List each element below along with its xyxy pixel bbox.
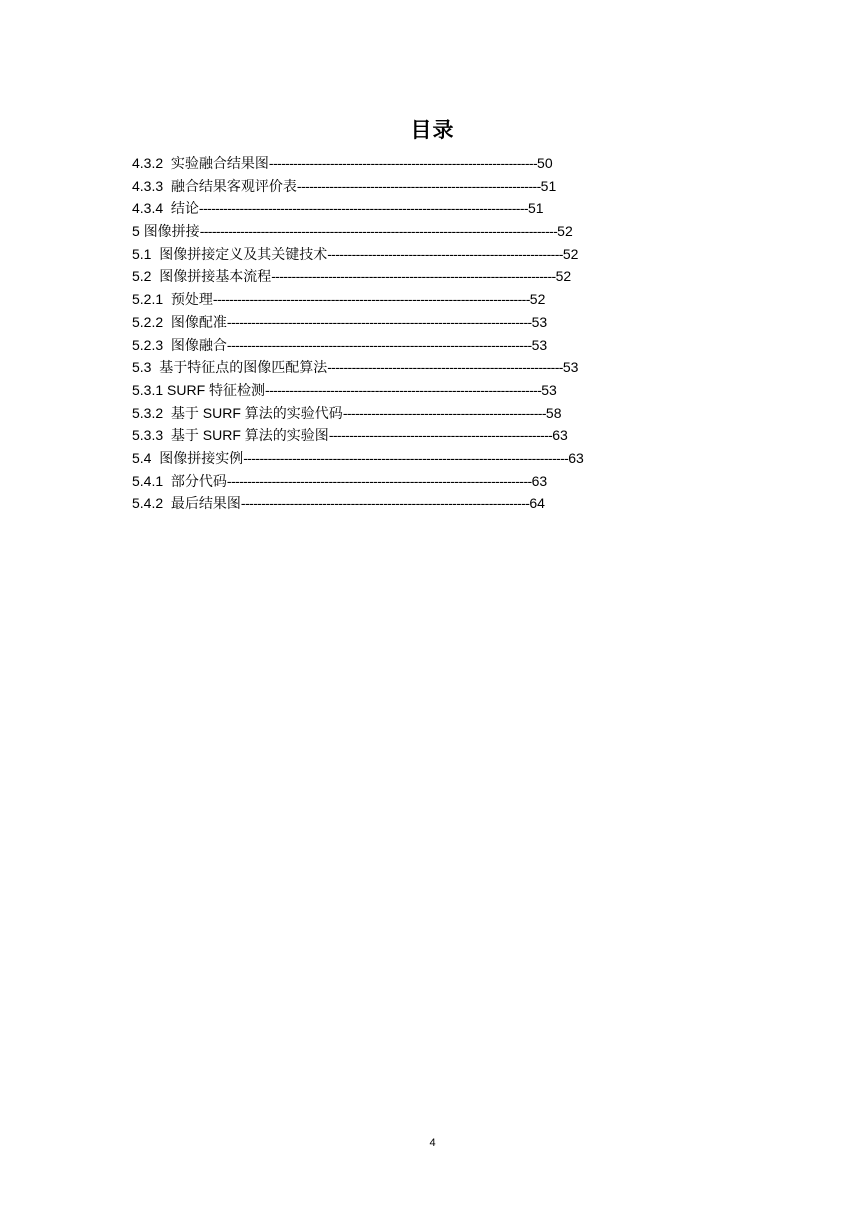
toc-entry-number: 5.3.3 <box>132 427 164 444</box>
toc-entry-title: 图像拼接实例 <box>159 449 244 466</box>
toc-entry-leader: -------------------------------------------------------------------------------- <box>243 449 569 466</box>
toc-entry-leader: ---------------------------------------------------------------------- <box>271 268 556 285</box>
toc-entry-title: 基于 SURF 算法的实验代码 <box>170 404 343 421</box>
toc-entry-title: SURF 特征检测 <box>167 381 266 398</box>
toc-entry[interactable] <box>132 356 732 379</box>
toc-entry-leader: --------------------------------------------------------------------------- <box>226 472 532 489</box>
toc-entry[interactable] <box>132 243 732 266</box>
toc-entry-page: 51 <box>540 177 557 194</box>
toc-entry-page: 63 <box>552 427 568 444</box>
page-title: 目录 <box>410 119 455 142</box>
toc-entry-page: 50 <box>537 155 553 171</box>
toc-entry[interactable] <box>132 152 732 175</box>
toc-entry-gap <box>163 178 171 194</box>
toc-entry-title: 最后结果图 <box>170 495 241 512</box>
toc-entry-page: 53 <box>541 381 557 398</box>
toc-entry-gap <box>163 405 171 421</box>
toc-entry-number: 5.2.1 <box>132 291 164 308</box>
toc-entry-number: 5.1 <box>132 245 152 262</box>
toc-entry[interactable] <box>132 288 732 311</box>
toc-entry[interactable] <box>132 220 732 243</box>
toc-entry-leader: ---------------------------------------------------------- <box>327 245 563 262</box>
toc-entry-title: 图像拼接 <box>143 223 200 240</box>
toc-entry-leader: -------------------------------------------------------------------- <box>265 381 542 398</box>
toc-entry-leader: ----------------------------------------------------------------------- <box>240 495 530 512</box>
toc-entry-number: 5.2.3 <box>132 336 164 353</box>
toc-entry-title: 部分代码 <box>170 472 227 489</box>
toc-entry-leader: --------------------------------------------------------------------------- <box>226 313 532 330</box>
toc-entry-leader: ---------------------------------------------------------------------------------------- <box>199 223 558 240</box>
toc-entry-page: 51 <box>527 200 544 217</box>
toc-entry[interactable] <box>132 492 732 515</box>
toc-entry-leader: --------------------------------------------------------------------------- <box>226 336 532 353</box>
toc-entry-page: 63 <box>568 449 584 466</box>
toc-entry-title: 融合结果客观评价表 <box>170 177 297 194</box>
toc-entry-leader: --------------------------------------------------------------------------------- <box>198 200 528 217</box>
toc-entry-title: 基于特征点的图像匹配算法 <box>159 359 328 376</box>
toc-entry-gap <box>163 291 171 307</box>
toc-entry-page: 53 <box>531 336 548 353</box>
toc-entry[interactable] <box>132 197 732 220</box>
table-of-contents <box>132 152 732 515</box>
toc-entry-number: 4.3.2 <box>132 155 164 171</box>
toc-entry-page: 52 <box>557 223 573 240</box>
toc-entry-gap <box>163 427 171 443</box>
toc-entry-gap <box>163 337 171 353</box>
toc-entry-title: 基于 SURF 算法的实验图 <box>170 427 329 444</box>
toc-entry-title: 实验融合结果图 <box>170 155 269 171</box>
toc-entry-number: 5.3.1 <box>132 381 164 398</box>
toc-entry-number: 5.4 <box>132 449 152 466</box>
toc-entry-page: 53 <box>562 359 579 376</box>
toc-entry-page: 64 <box>529 495 545 512</box>
toc-entry-leader: -------------------------------------------------- <box>342 404 546 421</box>
toc-entry-number: 5.3 <box>132 359 152 376</box>
toc-entry-leader: ---------------------------------------------------------- <box>327 359 563 376</box>
toc-entry-number: 4.3.4 <box>132 200 164 217</box>
toc-entry[interactable] <box>132 379 732 402</box>
page-number: 4 <box>429 1137 436 1149</box>
toc-entry-number: 5.4.2 <box>132 495 164 512</box>
toc-entry-page: 58 <box>545 404 562 421</box>
toc-entry[interactable] <box>132 311 732 334</box>
toc-entry-number: 5.4.1 <box>132 472 164 489</box>
toc-entry-gap <box>163 314 171 330</box>
toc-entry-leader: ------------------------------------------------------------------------------ <box>212 291 530 308</box>
toc-entry-gap <box>163 495 171 511</box>
toc-entry-page: 52 <box>529 291 546 308</box>
toc-entry[interactable] <box>132 424 732 447</box>
toc-entry[interactable] <box>132 447 732 470</box>
toc-entry-leader: ------------------------------------------------------------------ <box>268 155 538 171</box>
toc-entry-leader: ------------------------------------------------------- <box>328 427 553 444</box>
toc-entry-page: 52 <box>562 245 579 262</box>
toc-entry-title: 图像拼接基本流程 <box>159 268 272 285</box>
toc-entry-title: 图像融合 <box>170 336 227 353</box>
toc-entry-number: 5.2.2 <box>132 313 164 330</box>
toc-entry[interactable] <box>132 265 732 288</box>
toc-entry[interactable] <box>132 334 732 357</box>
toc-entry-title: 结论 <box>170 200 199 217</box>
toc-entry[interactable] <box>132 470 732 493</box>
toc-entry-title: 图像配准 <box>170 313 227 330</box>
toc-entry-number: 4.3.3 <box>132 177 164 194</box>
toc-entry-title: 图像拼接定义及其关键技术 <box>159 245 328 262</box>
toc-entry-number: 5.2 <box>132 268 152 285</box>
toc-entry[interactable] <box>132 402 732 425</box>
toc-entry-page: 63 <box>531 472 548 489</box>
toc-entry-page: 52 <box>555 268 572 285</box>
toc-entry-gap <box>163 200 171 216</box>
toc-entry-number: 5.3.2 <box>132 404 164 421</box>
toc-entry-gap <box>163 155 171 171</box>
toc-entry-page: 53 <box>531 313 548 330</box>
toc-entry-title: 预处理 <box>170 291 213 308</box>
toc-entry-number: 5 <box>132 223 140 240</box>
toc-entry[interactable] <box>132 175 732 198</box>
toc-entry-leader: ------------------------------------------------------------ <box>296 177 541 194</box>
toc-entry-gap <box>163 473 171 489</box>
